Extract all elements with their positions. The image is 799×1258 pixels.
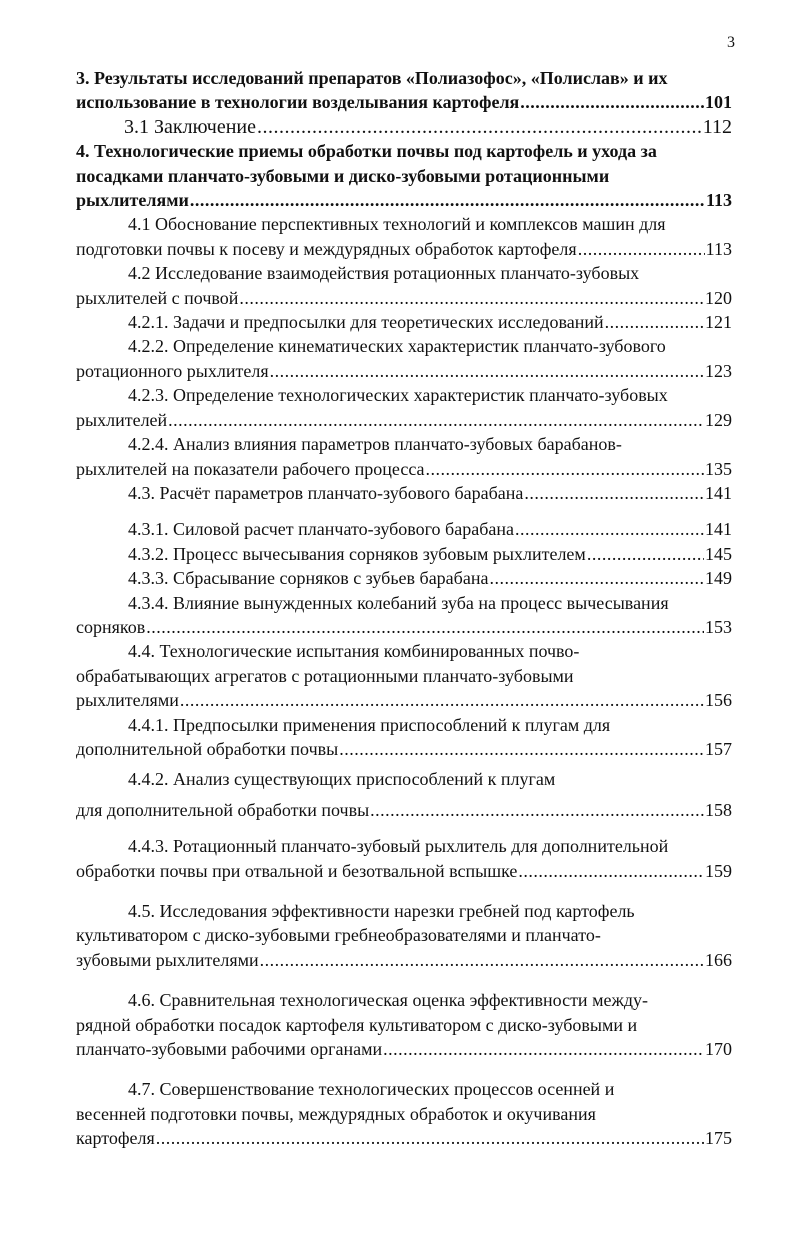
dot-leader: [489, 566, 704, 590]
toc-line: планчато-зубовыми рабочими органами: [76, 1039, 383, 1060]
toc-entry-4-2-4: [76, 432, 732, 481]
toc-line: рыхлителей на показатели рабочего процесса: [76, 458, 425, 479]
toc-line: рыхлителей: [76, 409, 168, 430]
toc-entry-4-2-2: [76, 334, 732, 383]
toc-entry-3: [76, 66, 732, 115]
dot-leader: [146, 615, 704, 639]
toc-entry-4-3-4: [76, 591, 732, 640]
toc-page-number: 101: [705, 92, 732, 113]
dot-leader: [605, 310, 704, 334]
toc-line: зубовыми рыхлителями: [76, 949, 259, 970]
toc-page-number: 112: [702, 115, 732, 138]
toc-line: подготовки почвы к посеву и междурядных обработок картофеля: [76, 238, 577, 259]
toc-line: 3.1 Заключение: [124, 115, 256, 138]
toc-page-number: 170: [705, 1039, 732, 1060]
toc-line: 4.7. Совершенствование технологических процессов осенней и: [128, 1079, 615, 1100]
dot-leader: [518, 859, 704, 883]
dot-leader: [168, 408, 704, 432]
dot-leader: [515, 517, 704, 541]
toc-line: рядной обработки посадок картофеля культиватором с диско-зубовыми и: [76, 1014, 638, 1035]
dot-leader: [370, 798, 704, 822]
toc-line: 4. Технологические приемы обработки почвы под картофель и ухода за: [76, 141, 657, 162]
toc-page-number: 153: [705, 616, 732, 637]
toc-line: рыхлителями: [76, 690, 179, 711]
dot-leader: [180, 688, 704, 712]
toc-line: сорняков: [76, 616, 146, 637]
toc-page-number: 135: [705, 458, 732, 479]
dot-leader: [156, 1126, 704, 1150]
toc-entry-4-5: [76, 899, 732, 972]
toc-page-number: 121: [705, 312, 732, 333]
toc-line: 4.2 Исследование взаимодействия ротационных планчато-зубовых: [128, 263, 640, 284]
toc-entry-4-3-1: [76, 517, 732, 541]
toc-page-number: 113: [705, 238, 732, 259]
toc-line: 4.2.4. Анализ влияния параметров планчато-зубовых барабанов-: [128, 434, 622, 455]
toc-page-number: 120: [705, 287, 732, 308]
toc-line: 4.4.1. Предпосылки применения приспособлений к плугам для: [128, 714, 611, 735]
toc-line: обрабатывающих агрегатов с ротационными планчато-зубовыми: [76, 665, 574, 686]
dot-leader: [260, 948, 704, 972]
dot-leader: [190, 188, 705, 212]
toc-page-number: 141: [705, 519, 732, 540]
dot-leader: [383, 1037, 704, 1061]
toc-line: 4.4.3. Ротационный планчато-зубовый рыхлитель для дополнительной: [128, 836, 669, 857]
dot-leader: [257, 115, 702, 139]
toc-line: обработки почвы при отвальной и безотвальной вспышке: [76, 860, 518, 881]
toc-line: 4.2.1. Задачи и предпосылки для теоретических исследований: [128, 312, 604, 333]
toc-line: дополнительной обработки почвы: [76, 738, 339, 759]
toc-line: посадками планчато-зубовыми и диско-зубовыми ротационными: [76, 165, 610, 186]
toc-line: 4.2.3. Определение технологических характеристик планчато-зубовых: [128, 385, 668, 406]
toc-page-number: 123: [705, 360, 732, 381]
toc-line: для дополнительной обработки почвы: [76, 799, 370, 820]
toc-line: 4.2.2. Определение кинематических характеристик планчато-зубового: [128, 336, 666, 357]
toc-page-number: 113: [705, 190, 732, 211]
toc-page-number: 156: [705, 690, 732, 711]
toc-line: 4.4. Технологические испытания комбинированных почво-: [128, 641, 580, 662]
toc-line: 4.3.3. Сбрасывание сорняков с зубьев барабана: [128, 568, 489, 589]
dot-leader: [524, 481, 704, 505]
toc-line: 3. Результаты исследований препаратов «Полиазофос», «Полислав» и их: [76, 68, 668, 88]
toc-line: рыхлителей с почвой: [76, 287, 239, 308]
page-number: 3: [727, 34, 735, 51]
toc-line: 4.6. Сравнительная технологическая оценка эффективности между-: [128, 990, 649, 1011]
toc-line: культиватором с диско-зубовыми гребнеобразователями и планчато-: [76, 925, 601, 946]
toc-page-number: 129: [705, 409, 732, 430]
toc-page-number: 166: [705, 949, 732, 970]
toc-page-number: 158: [705, 799, 732, 820]
toc-line: использование в технологии возделывания картофеля: [76, 92, 520, 113]
toc-line: 4.3.4. Влияние вынужденных колебаний зуба на процесс вычесывания: [128, 592, 669, 613]
dot-leader: [426, 457, 704, 481]
toc-entry-4-4-3: [76, 834, 732, 883]
toc-entry-3-1: [76, 115, 732, 139]
toc-line: 4.5. Исследования эффективности нарезки гребней под картофель: [128, 901, 635, 921]
toc-page-number: 175: [705, 1128, 732, 1149]
toc-entry-4-4-1: [76, 713, 732, 762]
toc-entry-4-2: [76, 261, 732, 310]
toc-entry-4-6: [76, 988, 732, 1061]
toc-entry-4: [76, 139, 732, 212]
toc-entry-4-3-3: [76, 566, 732, 590]
toc-entry-4-4: [76, 639, 732, 712]
dot-leader: [239, 286, 704, 310]
toc-entry-4-3-2: [76, 542, 732, 566]
toc-line: 4.1 Обоснование перспективных технологий и комплексов машин для: [128, 214, 666, 235]
toc-line: ротационного рыхлителя: [76, 360, 269, 381]
table-of-contents: [76, 66, 732, 1151]
dot-leader: [578, 237, 705, 261]
toc-page-number: 157: [705, 738, 732, 759]
toc-entry-4-3: [76, 481, 732, 505]
dot-leader: [587, 542, 704, 566]
toc-entry-4-7: [76, 1077, 732, 1150]
dot-leader: [270, 359, 704, 383]
toc-entry-4-2-3: [76, 383, 732, 432]
toc-page-number: 159: [705, 860, 732, 881]
toc-page-number: 145: [705, 543, 732, 564]
toc-page-number: 141: [705, 482, 732, 503]
toc-line: весенней подготовки почвы, междурядных обработок и окучивания: [76, 1103, 596, 1124]
toc-page-number: 149: [705, 568, 732, 589]
dot-leader: [339, 737, 704, 761]
toc-line: 4.4.2. Анализ существующих приспособлений к плугам: [128, 769, 556, 790]
toc-line: 4.3.2. Процесс вычесывания сорняков зубовым рыхлителем: [128, 543, 586, 564]
toc-entry-4-4-2: [76, 767, 732, 822]
toc-line: рыхлителями: [76, 190, 189, 211]
dot-leader: [520, 90, 704, 114]
toc-line: картофеля: [76, 1128, 155, 1149]
toc-entry-4-1: [76, 212, 732, 261]
toc-line: 4.3.1. Силовой расчет планчато-зубового барабана: [128, 519, 514, 540]
toc-line: 4.3. Расчёт параметров планчато-зубового барабана: [128, 482, 524, 503]
toc-entry-4-2-1: [76, 310, 732, 334]
